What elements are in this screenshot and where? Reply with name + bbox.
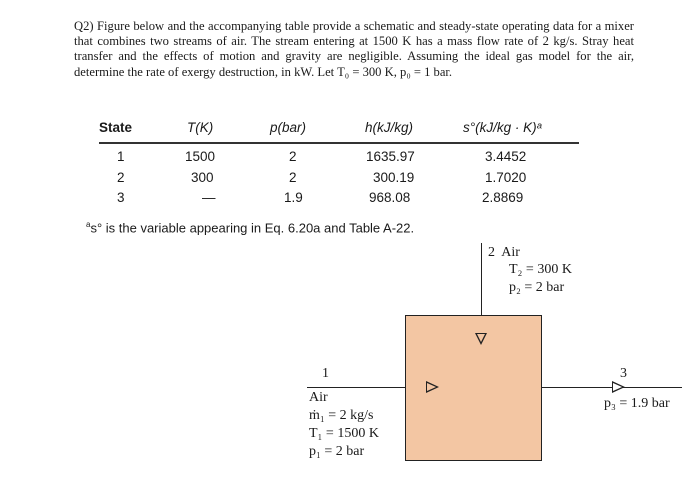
table-cell: 300.19 [373,170,415,185]
outlet-3-number: 3 [620,366,627,381]
inlet-1-mass-flow: ṁ₁ = 2 kg/s [309,408,374,423]
table-cell: 1 [117,149,125,164]
inlet-1-number: 1 [322,366,329,381]
inlet-2-line [481,243,482,315]
header-pressure: p(bar) [270,120,307,135]
inlet-2-label [488,245,520,261]
table-cell: 3 [117,190,125,205]
table-cell: 1635.97 [366,149,415,164]
table-cell: 300 [191,170,214,185]
header-entropy: s°(kJ/kg · K)ᵃ [463,120,542,135]
table-cell: 1500 [185,149,216,164]
table-cell: 1.9 [284,190,303,205]
inlet-1-pressure: p₁ = 2 bar [309,444,365,459]
table-cell: 2 [289,170,297,185]
table-cell: 968.08 [369,190,411,205]
header-state: State [99,120,133,135]
footnote-text: s° is the variable appearing in Eq. 6.20a and Table A-22. [90,220,415,236]
table-footnote [86,220,414,235]
table-cell: 2 [289,149,297,164]
footnote-mark: a [86,220,91,229]
header-temperature: T(K) [187,120,214,135]
table-cell: 2.8869 [482,190,524,205]
table-cell: — [202,190,216,205]
inlet-1-line [307,387,405,388]
table-cell: 2 [117,170,125,185]
inlet-1-fluid: Air [309,390,328,405]
inlet-1-temperature: T₁ = 1500 K [309,426,379,441]
question-text: Q2) Figure below and the accompanying table provide a schematic and steady-state operating data for a mixer that combines two streams of air. The stream entering at 1500 K has a mass flow rate of 2 kg/s. Stray heat transfer and the effects of motion and gravity are negligible. Assuming the ideal gas model for the air, determine the rate of exergy destruction, in kW. Let T₀ = 300 K, p₀ = 1 bar. [74,19,634,79]
table-cell: 3.4452 [485,149,527,164]
inlet-2-temperature: T₂ = 300 K [509,262,572,277]
header-rule [99,142,579,144]
header-enthalpy: h(kJ/kg) [365,120,414,135]
outlet-3-pressure: p₃ = 1.9 bar [604,396,670,411]
inlet-2-fluid: Air [501,245,520,260]
table-cell: 1.7020 [485,170,527,185]
inlet-2-number: 2 [488,245,495,260]
inlet-2-pressure: p₂ = 2 bar [509,280,565,295]
